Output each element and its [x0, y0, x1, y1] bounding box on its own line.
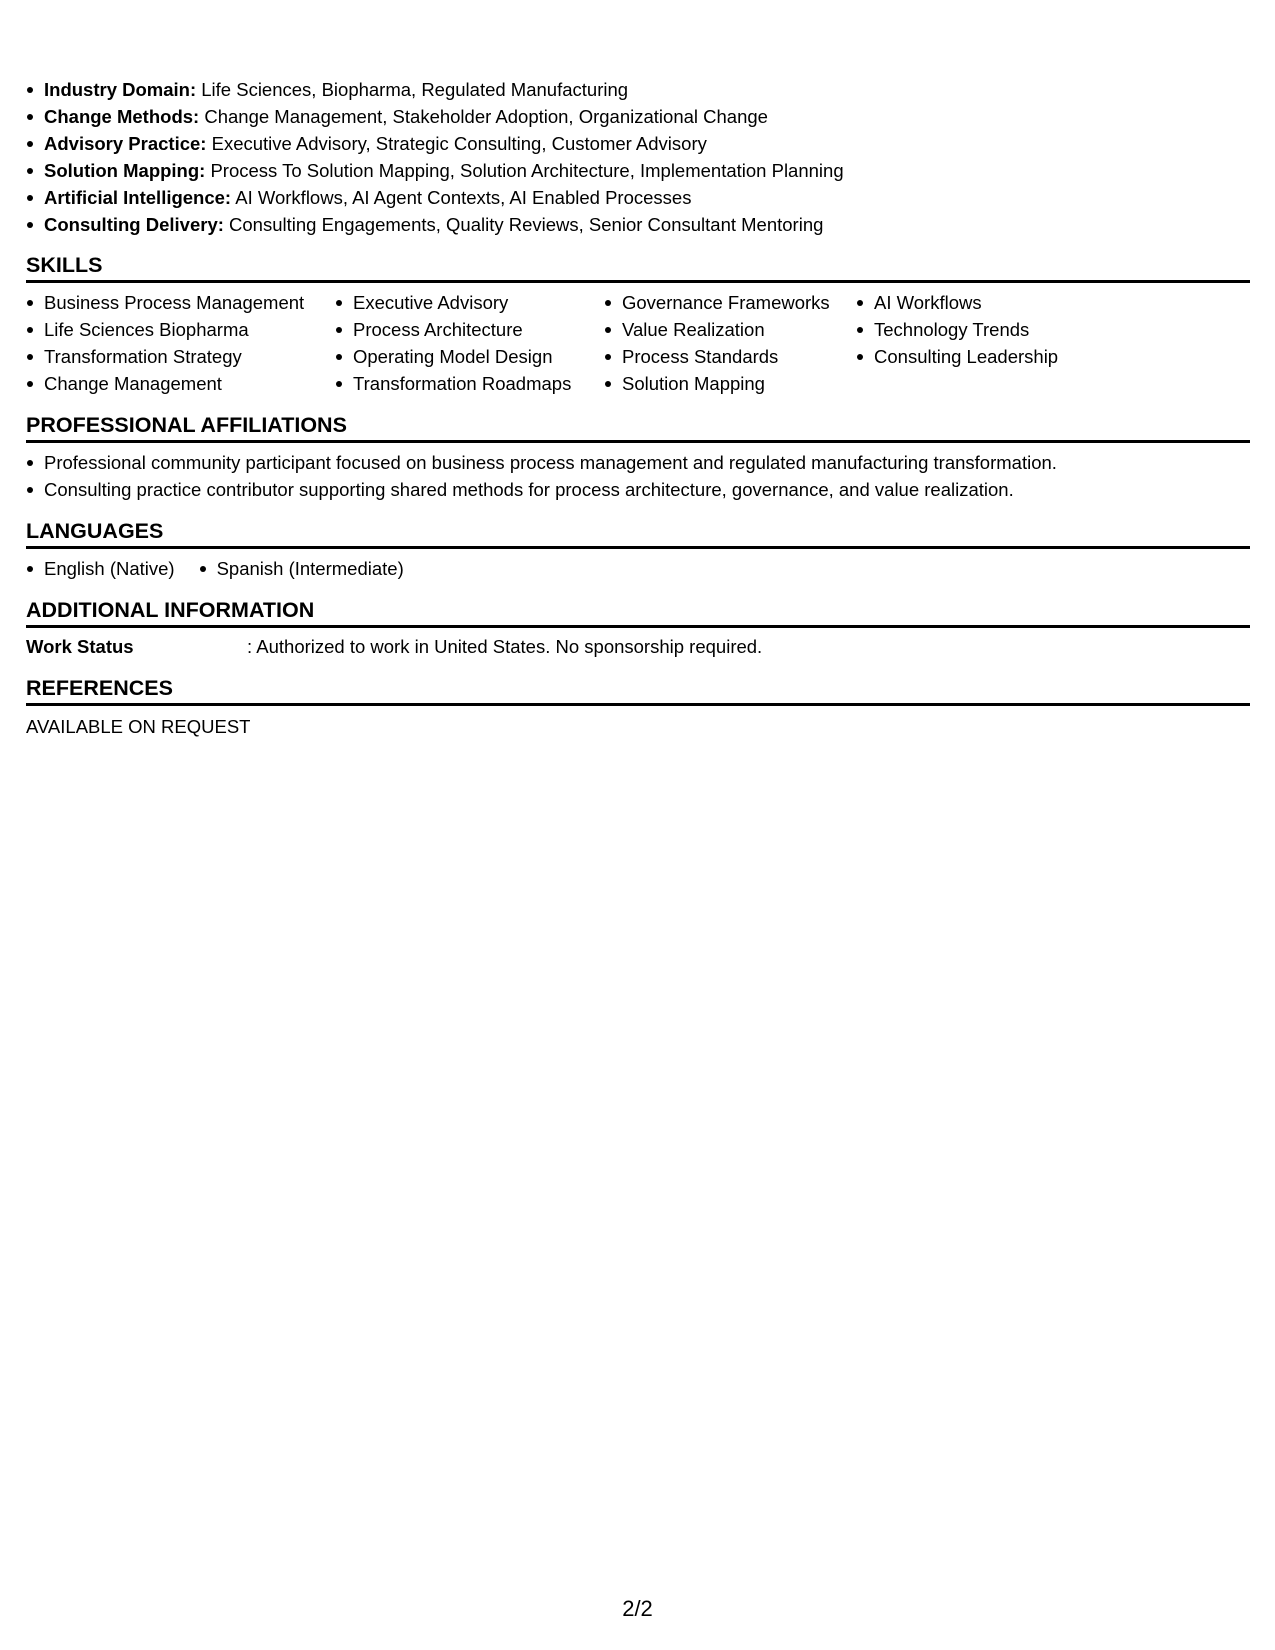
languages-section [26, 518, 1250, 582]
skill-item: Life Sciences Biopharma [26, 316, 335, 343]
language-item: English (Native) [26, 555, 175, 582]
summary-item-text: Executive Advisory, Strategic Consulting, Customer Advisory [206, 133, 707, 154]
language-item: Spanish (Intermediate) [199, 555, 404, 582]
skills-column-2 [335, 289, 604, 397]
summary-item-text: Process To Solution Mapping, Solution Architecture, Implementation Planning [205, 160, 844, 181]
summary-item [26, 211, 1250, 238]
skill-item: Process Standards [604, 343, 856, 370]
skills-column-3 [604, 289, 856, 397]
summary-item-label: Industry Domain: [44, 79, 197, 100]
skill-item: Operating Model Design [335, 343, 604, 370]
summary-item [26, 157, 1250, 184]
summary-item-label: Change Methods: [44, 106, 200, 127]
summary-item-label: Solution Mapping: [44, 160, 206, 181]
skills-column-4 [856, 289, 1156, 397]
summary-item-text: Consulting Engagements, Quality Reviews, Senior Consultant Mentoring [223, 214, 824, 235]
affiliations-list [26, 449, 1250, 503]
summary-item [26, 103, 1250, 130]
references-text: AVAILABLE ON REQUEST [26, 716, 251, 737]
resume-page [26, 76, 1250, 740]
summary-item [26, 184, 1250, 211]
skill-item: Transformation Strategy [26, 343, 335, 370]
additional-info-section [26, 597, 1250, 660]
references-heading: REFERENCES [26, 675, 1250, 706]
languages-list [26, 555, 1250, 582]
summary-item-text: AI Workflows, AI Agent Contexts, AI Enabled Processes [231, 187, 692, 208]
skill-item: Solution Mapping [604, 370, 856, 397]
summary-item [26, 130, 1250, 157]
additional-info-heading: ADDITIONAL INFORMATION [26, 597, 1250, 628]
skills-grid [26, 289, 1250, 397]
skills-column-1 [26, 289, 335, 397]
skill-item: Value Realization [604, 316, 856, 343]
skill-item: Change Management [26, 370, 335, 397]
summary-item-text: Life Sciences, Biopharma, Regulated Manufacturing [196, 79, 629, 100]
skills-section [26, 252, 1250, 397]
skills-heading: SKILLS [26, 252, 1250, 283]
skill-item: AI Workflows [856, 289, 1156, 316]
languages-heading: LANGUAGES [26, 518, 1250, 549]
affiliations-heading: PROFESSIONAL AFFILIATIONS [26, 412, 1250, 443]
summary-item [26, 76, 1250, 103]
skill-item: Business Process Management [26, 289, 335, 316]
skill-item: Consulting Leadership [856, 343, 1156, 370]
affiliation-item: Consulting practice contributor supporting shared methods for process architecture, governance, and value realization. [26, 476, 1250, 503]
skill-item: Governance Frameworks [604, 289, 856, 316]
references-section [26, 675, 1250, 740]
page-number: 2/2 [622, 1596, 653, 1621]
affiliation-item: Professional community participant focused on business process management and regulated manufacturing transformation. [26, 449, 1250, 476]
summary-item-label: Artificial Intelligence: [44, 187, 232, 208]
work-status-label: Work Status [26, 636, 134, 657]
work-status-row [26, 633, 1250, 660]
work-status-value: : Authorized to work in United States. No sponsorship required. [247, 636, 763, 657]
affiliations-section [26, 412, 1250, 503]
summary-item-label: Advisory Practice: [44, 133, 207, 154]
skill-item: Process Architecture [335, 316, 604, 343]
skill-item: Transformation Roadmaps [335, 370, 604, 397]
skill-item: Technology Trends [856, 316, 1156, 343]
summary-item-text: Change Management, Stakeholder Adoption, Organizational Change [199, 106, 768, 127]
summary-item-label: Consulting Delivery: [44, 214, 224, 235]
summary-list [26, 76, 1250, 238]
skill-item: Executive Advisory [335, 289, 604, 316]
